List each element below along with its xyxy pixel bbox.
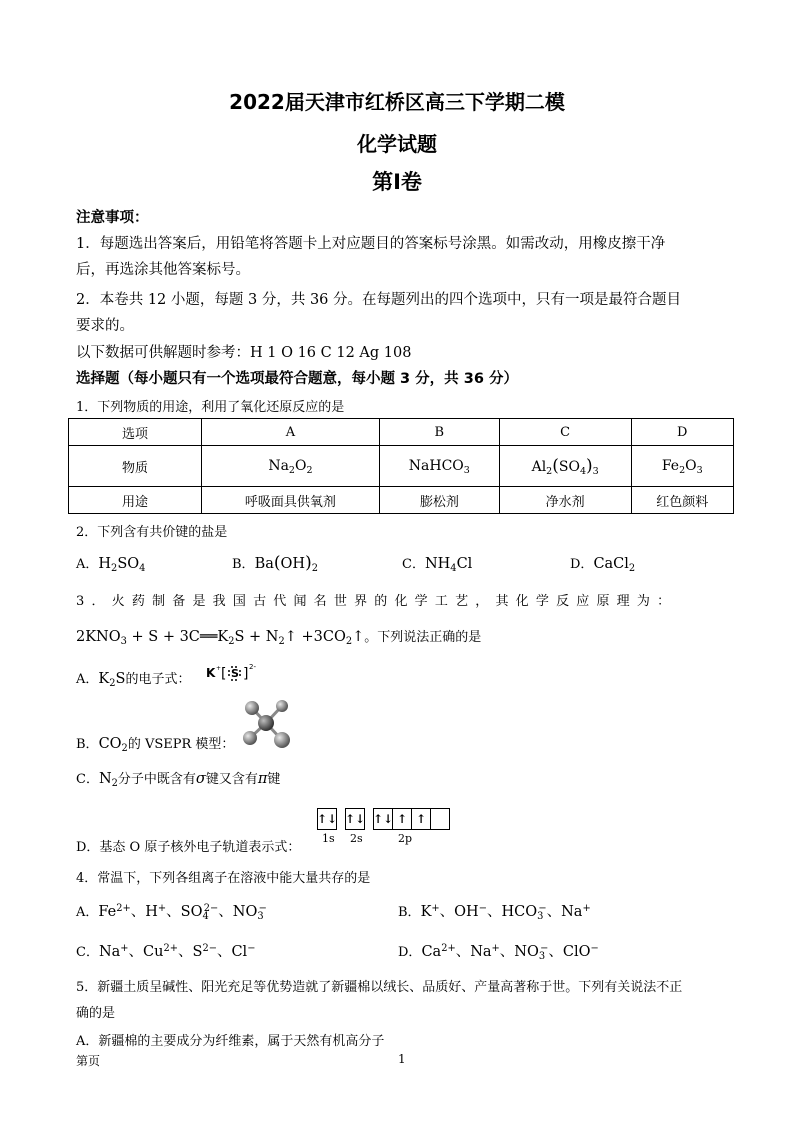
question-2-stem: 2．下列含有共价键的盐是 <box>76 525 228 540</box>
table-row-label: 用途 <box>69 487 202 514</box>
orbital-diagram <box>317 808 450 830</box>
section-heading: 选择题（每小题只有一个选项最符合题意，每小题 3 分，共 36 分） <box>76 371 518 387</box>
q3-option-c: C．$N_2$分子中既含有σ键又含有π键 <box>76 771 281 789</box>
option-header: D <box>631 419 734 446</box>
q5-option-a: A．新疆棉的主要成分为纤维素，属于天然有机高分子 <box>76 1034 385 1049</box>
question-4-stem: 4．常温下，下列各组离子在溶液中能大量共存的是 <box>76 871 371 886</box>
q4-option-c: C．Na+、$Cu^{2+}$、$S^{2-}$、Cl− <box>76 943 256 960</box>
reaction-equation: $2KNO_3 + S$ + $3C══K_2S$ + $N_2↑$ $+3CO_2↑$。下列说法正确的是 <box>76 629 482 647</box>
orbital-box-2p: ↑ <box>393 808 412 830</box>
use-cell: 膨松剂 <box>379 487 499 514</box>
electron-dot-formula-image <box>205 660 269 688</box>
question-5-stem-line-2: 确的是 <box>76 1006 116 1021</box>
orbital-box-2p: ↑↓ <box>373 808 393 830</box>
page-number: 1 <box>398 1052 406 1066</box>
q3-option-d: D．基态 O 原子核外电子轨道表示式： <box>76 840 301 855</box>
svg-text:+: + <box>216 665 222 672</box>
note-2-line-2: 要求的。 <box>76 318 134 334</box>
q2-option-c: C．$NH_4Cl$ <box>402 556 473 574</box>
note-1-line-2: 后，再选涂其他答案标号。 <box>76 262 250 278</box>
page-subtitle: 化学试题 <box>357 132 437 156</box>
note-2-line-1: 2．本卷共 12 小题，每题 3 分，共 36 分。在每题列出的四个选项中，只有一项是最符合题目 <box>76 292 682 308</box>
notes-heading: 注意事项： <box>76 210 149 226</box>
q4-option-d: D．$Ca^{2+}$、Na+、$NO_3^-$、ClO− <box>398 943 599 962</box>
use-cell: 红色颜料 <box>631 487 734 514</box>
reference-masses: 以下数据可供解题时参考：H 1 O 16 C 12 Ag 108 <box>76 345 412 361</box>
vsepr-model-image <box>238 696 294 754</box>
svg-text:K: K <box>206 666 216 680</box>
svg-text:S: S <box>231 667 239 680</box>
q3-option-b: B．$CO_2$的 VSEPR 模型： <box>76 736 235 754</box>
orbital-label: 1s <box>322 832 335 845</box>
use-cell: 净水剂 <box>499 487 631 514</box>
q2-option-a: A．$H_2SO_4$ <box>76 556 146 574</box>
substance-al2so43: $Al_2(SO_4)_3$ <box>499 446 631 487</box>
orbital-box-2s: ↑↓ <box>345 808 365 830</box>
orbital-box-2p <box>431 808 450 830</box>
substance-nahco3: NaHCO$_3$ <box>379 446 499 487</box>
svg-text:2-: 2- <box>249 663 256 671</box>
table-row-label: 物质 <box>69 446 202 487</box>
svg-text:]: ] <box>243 666 249 682</box>
page-title: 2022届天津市红桥区高三下学期二模 <box>229 90 565 114</box>
volume-title: 第Ⅰ卷 <box>372 170 422 194</box>
q4-option-a: A．$Fe^{2+}$、H+、$SO_4^{2-}$、$NO_3^-$ <box>76 903 267 922</box>
q3-option-a: A．$K_2S$的电子式： <box>76 671 191 689</box>
svg-text:[: [ <box>221 666 227 682</box>
note-1-line-1: 1．每题选出答案后，用铅笔将答题卡上对应题目的答案标号涂黑。如需改动，用橡皮擦干净 <box>76 236 666 252</box>
question-5-stem-line-1: 5．新疆土质呈碱性、阳光充足等优势造就了新疆棉以绒长、品质好、产量高著称于世。下列有关说法不正 <box>76 980 683 995</box>
table-row-label: 选项 <box>69 419 202 446</box>
q2-option-d: D．CaCl$_2$ <box>570 556 636 574</box>
option-header: B <box>379 419 499 446</box>
orbital-label: 2s <box>350 832 363 845</box>
option-header: A <box>202 419 380 446</box>
option-header: C <box>499 419 631 446</box>
orbital-box-1s: ↑↓ <box>317 808 337 830</box>
question-1-table <box>68 418 734 514</box>
footer-label: 第页 <box>76 1054 101 1068</box>
orbital-box-2p: ↑ <box>412 808 431 830</box>
question-1-stem: 1．下列物质的用途，利用了氧化还原反应的是 <box>76 400 345 415</box>
q2-option-b: B．$Ba(OH)_2$ <box>232 553 318 574</box>
use-cell: 呼吸面具供氧剂 <box>202 487 380 514</box>
q4-option-b: B．K+、OH−、$HCO_3^-$、Na+ <box>398 903 591 922</box>
substance-fe2o3: $Fe_2O_3$ <box>631 446 734 487</box>
question-3-stem: 3．火药制备是我国古代闻名世界的化学工艺，其化学反应原理为： <box>76 594 678 609</box>
orbital-label: 2p <box>398 832 413 845</box>
substance-na2o2: $Na_2O_2$ <box>202 446 380 487</box>
